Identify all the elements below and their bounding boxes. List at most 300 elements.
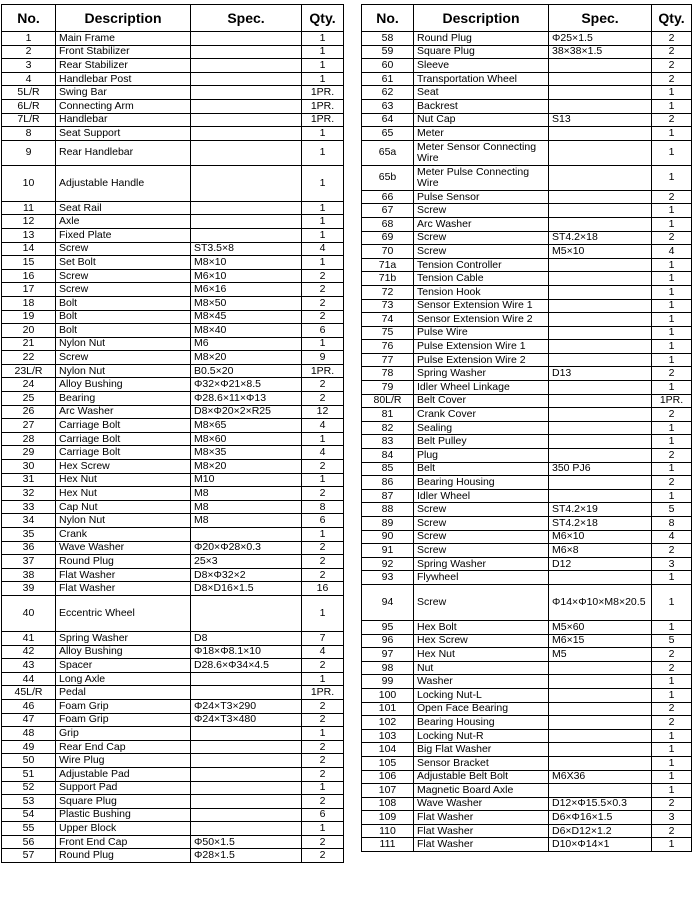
part-spec: M6×16 (191, 283, 302, 297)
part-number: 17 (2, 283, 56, 297)
part-number: 6L/R (2, 99, 56, 113)
table-row (2, 432, 344, 446)
part-number: 4 (2, 72, 56, 86)
part-description: Round Plug (414, 32, 549, 46)
part-spec (191, 672, 302, 686)
part-description: Screw (414, 530, 549, 544)
part-description: Seat Support (56, 127, 191, 141)
part-number: 52 (2, 781, 56, 795)
part-spec: M8 (191, 500, 302, 514)
part-description: Wire Plug (56, 754, 191, 768)
part-spec: Φ18×Φ8.1×10 (191, 645, 302, 659)
part-number: 16 (2, 269, 56, 283)
part-spec (191, 72, 302, 86)
part-description: Nut Cap (414, 113, 549, 127)
table-row (362, 258, 692, 272)
table-row (362, 190, 692, 204)
part-spec: M5 (549, 648, 652, 662)
part-description: Idler Wheel (414, 489, 549, 503)
part-description: Sealing (414, 421, 549, 435)
part-quantity: 2 (652, 449, 692, 463)
part-spec: M8×50 (191, 296, 302, 310)
table-row (362, 770, 692, 784)
part-description: Seat Rail (56, 201, 191, 215)
part-quantity: 2 (652, 476, 692, 490)
part-description: Spring Washer (56, 631, 191, 645)
part-quantity: 1 (652, 127, 692, 141)
part-number: 12 (2, 215, 56, 229)
part-spec (191, 32, 302, 46)
part-spec: Φ28×1.5 (191, 849, 302, 863)
part-quantity: 1 (302, 45, 344, 59)
part-number: 27 (2, 419, 56, 433)
part-quantity: 4 (302, 419, 344, 433)
part-quantity: 1 (652, 326, 692, 340)
table-row (2, 473, 344, 487)
part-spec: Φ32×Φ21×8.5 (191, 378, 302, 392)
table-row (2, 378, 344, 392)
part-spec (191, 528, 302, 542)
part-description: Nut (414, 661, 549, 675)
part-quantity: 2 (652, 408, 692, 422)
table-row (362, 204, 692, 218)
part-quantity: 2 (652, 716, 692, 730)
part-quantity: 1 (652, 838, 692, 852)
part-spec: S13 (549, 113, 652, 127)
part-number: 44 (2, 672, 56, 686)
part-number: 76 (362, 340, 414, 354)
part-spec: M8×65 (191, 419, 302, 433)
part-quantity: 2 (302, 659, 344, 673)
part-quantity: 2 (652, 231, 692, 245)
part-description: Foam Grip (56, 699, 191, 713)
part-description: Support Pad (56, 781, 191, 795)
part-number: 70 (362, 245, 414, 259)
part-description: Washer (414, 675, 549, 689)
part-spec (191, 215, 302, 229)
part-description: Main Frame (56, 32, 191, 46)
part-spec (549, 675, 652, 689)
part-spec: D12×Φ15.5×0.3 (549, 797, 652, 811)
part-number: 1 (2, 32, 56, 46)
part-number: 24 (2, 378, 56, 392)
part-description: Screw (414, 231, 549, 245)
header-description: Description (414, 5, 549, 32)
table-row (362, 326, 692, 340)
table-row (362, 688, 692, 702)
table-row (362, 584, 692, 620)
part-number: 68 (362, 217, 414, 231)
table-row (362, 716, 692, 730)
part-description: Flywheel (414, 571, 549, 585)
part-spec (549, 688, 652, 702)
table-row (362, 503, 692, 517)
part-quantity: 1 (652, 299, 692, 313)
table-row (2, 835, 344, 849)
part-spec (549, 729, 652, 743)
part-spec: M5×60 (549, 620, 652, 634)
part-spec (191, 113, 302, 127)
part-quantity: 1 (652, 140, 692, 165)
part-quantity: 8 (302, 500, 344, 514)
part-quantity: 2 (652, 824, 692, 838)
parts-list-left (2, 32, 344, 863)
table-row (2, 59, 344, 73)
part-quantity: 4 (652, 530, 692, 544)
part-description: Round Plug (56, 849, 191, 863)
part-number: 65a (362, 140, 414, 165)
part-number: 85 (362, 462, 414, 476)
table-row (362, 59, 692, 73)
part-quantity: 1PR. (302, 86, 344, 100)
part-description: Handlebar (56, 113, 191, 127)
part-spec (191, 740, 302, 754)
parts-list-right (362, 32, 692, 852)
part-description: Meter (414, 127, 549, 141)
part-number: 84 (362, 449, 414, 463)
part-description: Screw (414, 517, 549, 531)
part-spec: Φ28.6×11×Φ13 (191, 392, 302, 406)
part-number: 101 (362, 702, 414, 716)
part-number: 22 (2, 351, 56, 365)
table-row (2, 99, 344, 113)
part-quantity: 6 (302, 324, 344, 338)
table-row (2, 713, 344, 727)
part-description: Seat (414, 86, 549, 100)
part-description: Bolt (56, 296, 191, 310)
part-quantity: 2 (302, 392, 344, 406)
table-row (362, 675, 692, 689)
parts-table-left (1, 4, 344, 863)
header-qty: Qty. (652, 5, 692, 32)
part-number: 33 (2, 500, 56, 514)
part-number: 25 (2, 392, 56, 406)
part-number: 10 (2, 165, 56, 201)
part-number: 83 (362, 435, 414, 449)
part-number: 74 (362, 313, 414, 327)
part-description: Flat Washer (56, 568, 191, 582)
part-description: Magnetic Board Axle (414, 784, 549, 798)
part-number: 65b (362, 165, 414, 190)
part-quantity: 4 (652, 245, 692, 259)
part-description: Plug (414, 449, 549, 463)
part-quantity: 7 (302, 631, 344, 645)
part-description: Pulse Extension Wire 2 (414, 353, 549, 367)
part-quantity: 1 (302, 727, 344, 741)
part-spec (191, 754, 302, 768)
part-description: Spring Washer (414, 557, 549, 571)
part-number: 66 (362, 190, 414, 204)
part-spec: Φ14×Φ10×M8×20.5 (549, 584, 652, 620)
part-number: 95 (362, 620, 414, 634)
part-number: 37 (2, 555, 56, 569)
part-description: Sensor Extension Wire 2 (414, 313, 549, 327)
part-number: 38 (2, 568, 56, 582)
part-description: Sensor Extension Wire 1 (414, 299, 549, 313)
table-row (2, 296, 344, 310)
part-quantity: 2 (302, 754, 344, 768)
table-row (2, 113, 344, 127)
table-row (362, 72, 692, 86)
part-number: 106 (362, 770, 414, 784)
part-number: 14 (2, 242, 56, 256)
table-row (362, 340, 692, 354)
part-number: 69 (362, 231, 414, 245)
part-spec (549, 716, 652, 730)
part-description: Hex Nut (56, 473, 191, 487)
part-spec: 38×38×1.5 (549, 45, 652, 59)
part-number: 72 (362, 285, 414, 299)
part-spec: D8×Φ20×2×R25 (191, 405, 302, 419)
part-quantity: 1 (302, 432, 344, 446)
part-description: Nylon Nut (56, 514, 191, 528)
table-row (362, 702, 692, 716)
part-description: Flat Washer (414, 824, 549, 838)
part-quantity: 1 (302, 32, 344, 46)
table-row (362, 797, 692, 811)
part-number: 81 (362, 408, 414, 422)
part-description: Backrest (414, 99, 549, 113)
part-quantity: 1PR. (302, 686, 344, 700)
table-row (2, 528, 344, 542)
part-quantity: 1 (652, 571, 692, 585)
part-spec (191, 140, 302, 165)
table-row (362, 165, 692, 190)
part-number: 50 (2, 754, 56, 768)
part-number: 20 (2, 324, 56, 338)
table-row (362, 272, 692, 286)
part-quantity: 1PR. (652, 394, 692, 408)
part-quantity: 2 (302, 378, 344, 392)
part-quantity: 1 (302, 228, 344, 242)
part-quantity: 1 (302, 59, 344, 73)
part-number: 34 (2, 514, 56, 528)
part-description: Handlebar Post (56, 72, 191, 86)
part-number: 111 (362, 838, 414, 852)
table-row (362, 421, 692, 435)
part-quantity: 5 (652, 634, 692, 648)
part-description: Transportation Wheel (414, 72, 549, 86)
part-description: Long Axle (56, 672, 191, 686)
part-spec: B0.5×20 (191, 364, 302, 378)
table-row (2, 595, 344, 631)
part-number: 109 (362, 811, 414, 825)
part-spec: M6×8 (549, 544, 652, 558)
part-quantity: 1 (302, 822, 344, 836)
part-number: 28 (2, 432, 56, 446)
table-row (2, 446, 344, 460)
part-description: Rear Handlebar (56, 140, 191, 165)
part-number: 19 (2, 310, 56, 324)
part-description: Screw (414, 245, 549, 259)
table-row (2, 86, 344, 100)
part-description: Bearing (56, 392, 191, 406)
part-number: 75 (362, 326, 414, 340)
part-number: 98 (362, 661, 414, 675)
part-quantity: 1 (302, 337, 344, 351)
table-row (362, 462, 692, 476)
part-spec: ST3.5×8 (191, 242, 302, 256)
table-row (362, 313, 692, 327)
part-number: 41 (2, 631, 56, 645)
header-qty: Qty. (302, 5, 344, 32)
part-spec: D6×D12×1.2 (549, 824, 652, 838)
part-spec (549, 449, 652, 463)
table-row (2, 514, 344, 528)
part-spec: D10×Φ14×1 (549, 838, 652, 852)
part-number: 5L/R (2, 86, 56, 100)
part-quantity: 2 (652, 59, 692, 73)
header-spec: Spec. (191, 5, 302, 32)
part-number: 23L/R (2, 364, 56, 378)
part-spec (191, 781, 302, 795)
table-row (2, 324, 344, 338)
part-description: Pedal (56, 686, 191, 700)
part-number: 51 (2, 767, 56, 781)
table-row (2, 555, 344, 569)
part-spec (191, 127, 302, 141)
part-description: Crank Cover (414, 408, 549, 422)
part-quantity: 1 (652, 435, 692, 449)
part-number: 61 (362, 72, 414, 86)
part-quantity: 2 (302, 740, 344, 754)
part-quantity: 1 (302, 528, 344, 542)
part-quantity: 1 (302, 72, 344, 86)
part-description: Nylon Nut (56, 337, 191, 351)
part-number: 11 (2, 201, 56, 215)
part-quantity: 1 (652, 313, 692, 327)
table-row (362, 381, 692, 395)
part-quantity: 1 (652, 217, 692, 231)
part-description: Screw (56, 242, 191, 256)
part-spec (191, 59, 302, 73)
part-quantity: 2 (652, 702, 692, 716)
part-number: 86 (362, 476, 414, 490)
part-number: 73 (362, 299, 414, 313)
part-quantity: 1 (652, 756, 692, 770)
part-spec (191, 822, 302, 836)
part-quantity: 1 (302, 473, 344, 487)
table-row (362, 557, 692, 571)
part-number: 90 (362, 530, 414, 544)
part-quantity: 2 (302, 283, 344, 297)
part-number: 60 (362, 59, 414, 73)
header-no: No. (362, 5, 414, 32)
part-number: 29 (2, 446, 56, 460)
part-spec (549, 353, 652, 367)
part-spec: D8×Φ32×2 (191, 568, 302, 582)
part-quantity: 1PR. (302, 99, 344, 113)
part-quantity: 1 (652, 285, 692, 299)
part-quantity: 1 (302, 595, 344, 631)
part-spec: M8×20 (191, 460, 302, 474)
part-quantity: 2 (302, 713, 344, 727)
part-spec (549, 394, 652, 408)
part-quantity: 2 (652, 367, 692, 381)
part-spec: Φ24×T3×290 (191, 699, 302, 713)
part-description: Cap Nut (56, 500, 191, 514)
part-description: Adjustable Pad (56, 767, 191, 781)
part-number: 102 (362, 716, 414, 730)
part-spec: ST4.2×18 (549, 231, 652, 245)
part-quantity: 1 (652, 462, 692, 476)
part-number: 99 (362, 675, 414, 689)
part-quantity: 2 (302, 795, 344, 809)
part-description: Square Plug (414, 45, 549, 59)
part-spec (549, 326, 652, 340)
part-spec: ST4.2×18 (549, 517, 652, 531)
part-description: Front End Cap (56, 835, 191, 849)
part-description: Belt (414, 462, 549, 476)
part-spec: M8×20 (191, 351, 302, 365)
part-number: 92 (362, 557, 414, 571)
table-row (362, 99, 692, 113)
table-row (2, 500, 344, 514)
part-number: 79 (362, 381, 414, 395)
part-spec: D13 (549, 367, 652, 381)
part-spec (191, 795, 302, 809)
part-description: Carriage Bolt (56, 446, 191, 460)
part-spec: 25×3 (191, 555, 302, 569)
table-row (362, 86, 692, 100)
part-number: 26 (2, 405, 56, 419)
part-spec (549, 435, 652, 449)
part-description: Hex Nut (414, 648, 549, 662)
part-description: Screw (414, 204, 549, 218)
part-quantity: 1 (652, 584, 692, 620)
part-quantity: 4 (302, 645, 344, 659)
part-description: Flat Washer (56, 582, 191, 596)
part-quantity: 1 (652, 258, 692, 272)
table-row (2, 487, 344, 501)
part-spec (549, 340, 652, 354)
part-quantity: 1 (302, 256, 344, 270)
part-quantity: 1 (302, 781, 344, 795)
part-description: Front Stabilizer (56, 45, 191, 59)
part-spec (549, 408, 652, 422)
table-row (362, 408, 692, 422)
parts-table-right (361, 4, 692, 852)
part-spec: Φ50×1.5 (191, 835, 302, 849)
part-quantity: 1 (652, 86, 692, 100)
part-spec (549, 489, 652, 503)
part-spec (549, 258, 652, 272)
part-spec: M6X36 (549, 770, 652, 784)
part-quantity: 8 (652, 517, 692, 531)
part-number: 32 (2, 487, 56, 501)
table-row (2, 781, 344, 795)
part-spec (549, 217, 652, 231)
part-spec (549, 421, 652, 435)
part-quantity: 2 (302, 296, 344, 310)
part-number: 13 (2, 228, 56, 242)
part-spec (549, 476, 652, 490)
part-quantity: 16 (302, 582, 344, 596)
part-description: Swing Bar (56, 86, 191, 100)
header-no: No. (2, 5, 56, 32)
part-description: Plastic Bushing (56, 808, 191, 822)
part-spec: M6 (191, 337, 302, 351)
part-spec (549, 204, 652, 218)
part-description: Alloy Bushing (56, 645, 191, 659)
table-row (2, 242, 344, 256)
part-spec: M8 (191, 514, 302, 528)
table-row (362, 517, 692, 531)
part-spec: M8×45 (191, 310, 302, 324)
table-row (2, 727, 344, 741)
part-number: 107 (362, 784, 414, 798)
table-row (2, 582, 344, 596)
